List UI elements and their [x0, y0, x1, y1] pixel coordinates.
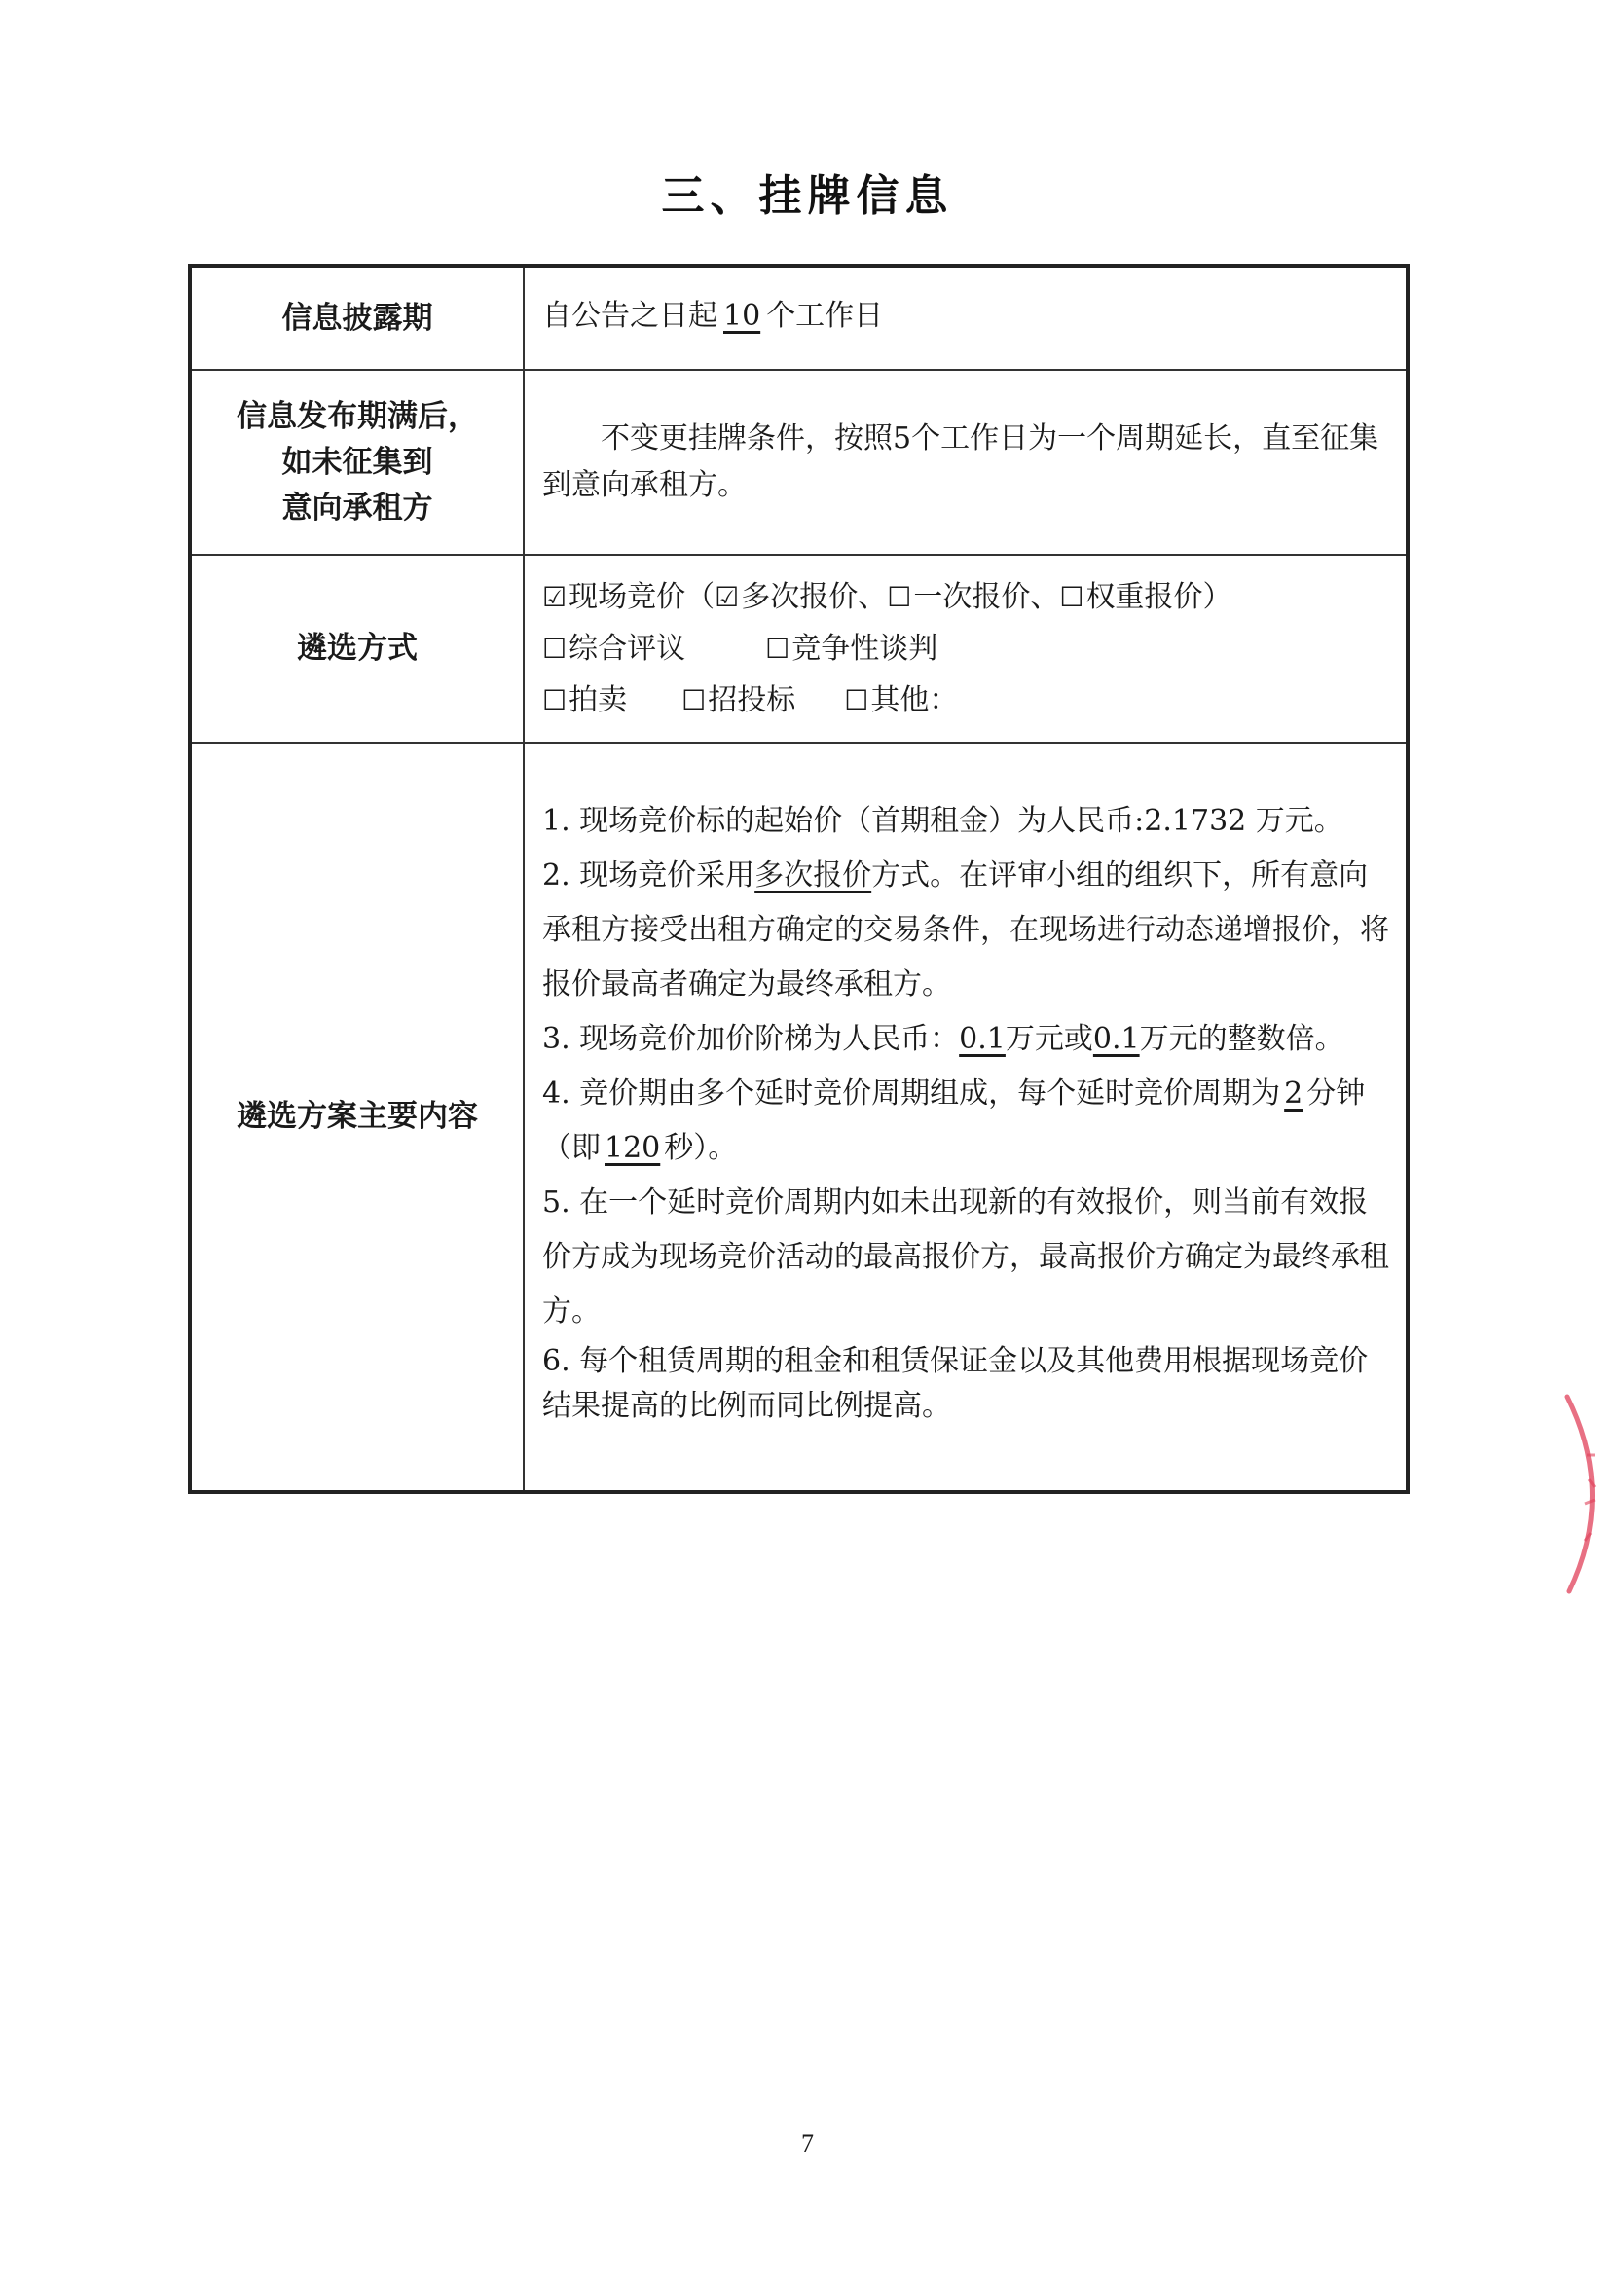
- plan-item-2: 2. 现场竞价采用多次报价方式。在评审小组的组织下，所有意向承租方接受出租方确定的交易条件，在现场进行动态递增报价，将报价最高者确定为最终承租方。: [542, 857, 1389, 1002]
- option-negotiation: 竞争性谈判: [791, 632, 938, 666]
- checkbox-unchecked-icon[interactable]: ☐: [542, 684, 568, 716]
- expiry-label-line: 信息发布期满后，: [237, 398, 478, 434]
- expiry-label: [190, 370, 524, 555]
- option-multi: 多次报价: [741, 580, 859, 614]
- checkbox-unchecked-icon[interactable]: ☐: [765, 633, 790, 665]
- plan-item-1: 1. 现场竞价标的起始价（首期租金）为人民币:2.1732 万元。: [542, 803, 1343, 838]
- seal-stamp-fragment: [1548, 1387, 1615, 1601]
- paren-close: ）: [1202, 580, 1232, 614]
- option-other: 其他：: [870, 683, 959, 717]
- plan-item-5: 5. 在一个延时竞价周期内如未出现新的有效报价，则当前有效报价方成为现场竞价活动的最高报价方，最高报价方确定为最终承租方。: [542, 1184, 1389, 1329]
- checkbox-checked-icon[interactable]: ☑: [715, 581, 740, 613]
- listing-info-table: [188, 264, 1410, 1494]
- table-row: [190, 370, 1408, 555]
- disclosure-label: 信息披露期: [190, 266, 524, 370]
- checkbox-unchecked-icon[interactable]: ☐: [887, 581, 912, 613]
- disclosure-value: [524, 266, 1408, 370]
- page-number: 7: [801, 2130, 814, 2158]
- disclosure-pre: 自公告之日起: [542, 299, 717, 333]
- method-line-2: [542, 623, 1390, 674]
- disclosure-days: 10: [723, 299, 761, 333]
- option-comprehensive: 综合评议: [569, 632, 686, 666]
- table-row: [190, 743, 1408, 1492]
- checkbox-unchecked-icon[interactable]: ☐: [844, 684, 869, 716]
- plan-label: 遴选方案主要内容: [190, 743, 524, 1492]
- separator: 、: [1030, 580, 1060, 614]
- plan-item-6: 6. 每个租赁周期的租金和租赁保证金以及其他费用根据现场竞价结果提高的比例而同比例提高。: [542, 1343, 1369, 1423]
- expiry-text: 不变更挂牌条件，按照5个工作日为一个周期延长，直至征集到意向承租方。: [542, 421, 1379, 502]
- separator: 、: [858, 580, 888, 614]
- page-title: 三、挂牌信息: [661, 171, 954, 221]
- table-row: [190, 555, 1408, 743]
- plan-item-3: 3. 现场竞价加价阶梯为人民币：0.1万元或0.1万元的整数倍。: [542, 1021, 1344, 1056]
- checkbox-checked-icon[interactable]: ☑: [542, 581, 568, 613]
- expiry-label-line: 意向承租方: [281, 490, 433, 526]
- option-on-site: 现场竞价: [569, 580, 686, 614]
- expiry-label-line: 如未征集到: [281, 444, 433, 480]
- option-single: 一次报价: [913, 580, 1031, 614]
- paren-open: （: [685, 580, 716, 614]
- option-tender: 招投标: [708, 683, 796, 717]
- method-line-1: [542, 571, 1390, 623]
- checkbox-unchecked-icon[interactable]: ☐: [542, 633, 568, 665]
- option-auction: 拍卖: [569, 683, 628, 717]
- table-row: [190, 266, 1408, 370]
- method-options: [524, 555, 1408, 743]
- checkbox-unchecked-icon[interactable]: ☐: [681, 684, 707, 716]
- option-weighted: 权重报价: [1085, 580, 1203, 614]
- checkbox-unchecked-icon[interactable]: ☐: [1059, 581, 1084, 613]
- expiry-value: [524, 370, 1408, 555]
- disclosure-post: 个工作日: [766, 299, 884, 333]
- method-line-3: [542, 674, 1390, 726]
- seal-arc: [1567, 1397, 1593, 1591]
- plan-item-4: 4. 竞价期由多个延时竞价周期组成，每个延时竞价周期为 2 分钟（即 120 秒）。: [542, 1075, 1366, 1165]
- method-label: 遴选方式: [190, 555, 524, 743]
- plan-content: [524, 743, 1408, 1492]
